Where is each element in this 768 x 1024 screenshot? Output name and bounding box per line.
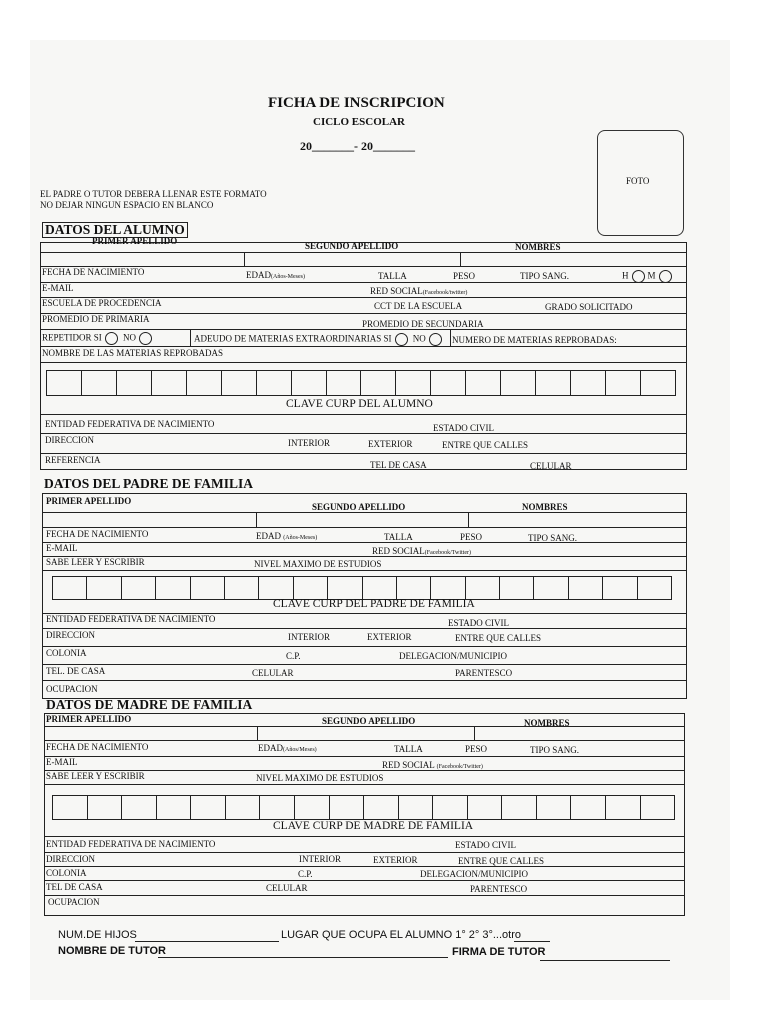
padre-entre-calles: ENTRE QUE CALLES	[455, 633, 541, 643]
madre-nivel-estudios: NIVEL MAXIMO DE ESTUDIOS	[256, 773, 384, 783]
alumno-promedio-primaria: PROMEDIO DE PRIMARIA	[42, 314, 150, 324]
adeudo-no-label: NO	[412, 333, 426, 344]
madre-delegacion: DELEGACION/MUNICIPIO	[420, 869, 528, 879]
alumno-red-social: RED SOCIAL	[370, 286, 423, 296]
padre-red-social-note: (Facebook/Twitter)	[424, 550, 471, 556]
madre-curp-boxes[interactable]	[52, 795, 675, 820]
alumno-sex-h: H	[622, 270, 629, 281]
padre-parentesco: PARENTESCO	[455, 668, 513, 678]
padre-nombres: NOMBRES	[522, 502, 568, 512]
padre-primer-apellido: PRIMER APELLIDO	[46, 496, 132, 506]
padre-talla: TALLA	[384, 532, 413, 542]
madre-interior: INTERIOR	[299, 854, 341, 864]
madre-red-social-note: (Facebook/Twitter)	[436, 764, 483, 770]
alumno-curp-boxes[interactable]	[46, 370, 676, 396]
madre-direccion: DIRECCION	[46, 854, 95, 864]
madre-primer-apellido: PRIMER APELLIDO	[46, 714, 132, 724]
alumno-primer-apellido: PRIMER APELLIDO	[92, 236, 178, 246]
padre-fecha-nacimiento: FECHA DE NACIMIENTO	[46, 529, 149, 539]
padre-interior: INTERIOR	[288, 632, 330, 642]
alumno-nombres-input[interactable]	[461, 252, 687, 266]
alumno-peso: PESO	[453, 271, 476, 281]
madre-tel-casa: TEL DE CASA	[46, 882, 103, 892]
alumno-estado-civil: ESTADO CIVIL	[433, 423, 495, 433]
instructions-line-1: EL PADRE O TUTOR DEBERA LLENAR ESTE FORMATO	[40, 189, 267, 199]
alumno-cct: CCT DE LA ESCUELA	[374, 301, 463, 311]
repetidor-si-label: SI	[93, 332, 102, 343]
padre-sabe-leer: SABE LEER Y ESCRIBIR	[46, 557, 145, 567]
madre-cp: C.P.	[298, 869, 313, 879]
adeudo-no-radio[interactable]	[429, 333, 442, 346]
alumno-segundo-apellido-input[interactable]	[245, 252, 460, 266]
alumno-exterior: EXTERIOR	[368, 439, 413, 449]
padre-nombres-input[interactable]	[469, 512, 687, 527]
padre-email: E-MAIL	[46, 543, 78, 553]
madre-segundo-apellido: SEGUNDO APELLIDO	[322, 716, 416, 726]
firma-tutor-input[interactable]	[540, 960, 670, 961]
form-title: FICHA DE INSCRIPCION	[268, 95, 445, 111]
padre-peso: PESO	[460, 532, 483, 542]
alumno-curp-label: CLAVE CURP DEL ALUMNO	[286, 398, 433, 410]
padre-edad: EDAD	[256, 531, 281, 541]
padre-cp: C.P.	[286, 651, 301, 661]
alumno-interior: INTERIOR	[288, 438, 330, 448]
madre-segundo-apellido-input[interactable]	[258, 726, 474, 740]
alumno-nombres: NOMBRES	[515, 242, 561, 252]
padre-curp-label: CLAVE CURP DEL PADRE DE FAMILIA	[273, 598, 475, 610]
alumno-repetidor: REPETIDOR	[42, 332, 92, 343]
section-title-alumno: DATOS DEL ALUMNO	[42, 222, 188, 238]
padre-tipo-sang: TIPO SANG.	[528, 533, 578, 543]
alumno-tel-casa: TEL DE CASA	[370, 460, 427, 470]
photo-label: FOTO	[626, 176, 650, 186]
alumno-fecha-nacimiento: FECHA DE NACIMIENTO	[42, 267, 145, 277]
alumno-direccion: DIRECCION	[45, 435, 94, 445]
padre-red-social: RED SOCIAL	[372, 546, 425, 556]
madre-curp-label: CLAVE CURP DE MADRE DE FAMILIA	[273, 820, 474, 832]
alumno-primer-apellido-input[interactable]	[40, 252, 244, 266]
padre-colonia: COLONIA	[46, 648, 87, 658]
nombre-tutor-input[interactable]	[158, 957, 448, 958]
madre-exterior: EXTERIOR	[373, 855, 418, 865]
lugar-alumno-input[interactable]	[514, 941, 550, 942]
padre-nivel-estudios: NIVEL MAXIMO DE ESTUDIOS	[254, 559, 382, 569]
madre-red-social: RED SOCIAL	[382, 760, 435, 770]
alumno-numero-reprobadas: NUMERO DE MATERIAS REPROBADAS:	[452, 335, 617, 345]
alumno-adeudo: ADEUDO DE MATERIAS EXTRAORDINARIAS	[194, 333, 382, 344]
alumno-nombre-reprobadas: NOMBRE DE LAS MATERIAS REPROBADAS	[42, 348, 224, 358]
madre-fecha-nacimiento: FECHA DE NACIMIENTO	[46, 742, 149, 752]
form-subtitle: CICLO ESCOLAR	[313, 116, 405, 128]
padre-curp-boxes[interactable]	[52, 576, 672, 600]
madre-edad: EDAD	[258, 743, 283, 753]
instructions-line-2: NO DEJAR NINGUN ESPACIO EN BLANCO	[40, 200, 214, 210]
padre-primer-apellido-input[interactable]	[42, 512, 256, 527]
num-hijos-input[interactable]	[135, 941, 279, 942]
repetidor-no-radio[interactable]	[139, 332, 152, 345]
alumno-email: E-MAIL	[42, 283, 74, 293]
madre-primer-apellido-input[interactable]	[44, 726, 257, 740]
madre-parentesco: PARENTESCO	[470, 884, 528, 894]
padre-estado-civil: ESTADO CIVIL	[448, 618, 510, 628]
alumno-entre-calles: ENTRE QUE CALLES	[442, 440, 528, 450]
padre-delegacion: DELEGACION/MUNICIPIO	[399, 651, 507, 661]
alumno-talla: TALLA	[378, 271, 407, 281]
alumno-red-social-note: (Facebook/twitter)	[422, 290, 468, 296]
alumno-edad: EDAD	[246, 270, 271, 280]
madre-nombres: NOMBRES	[524, 718, 570, 728]
padre-exterior: EXTERIOR	[367, 632, 412, 642]
alumno-segundo-apellido: SEGUNDO APELLIDO	[305, 241, 399, 251]
padre-celular: CELULAR	[252, 668, 294, 678]
madre-tipo-sang: TIPO SANG.	[530, 745, 580, 755]
madre-estado-civil: ESTADO CIVIL	[455, 840, 517, 850]
padre-edad-note: (Años-Meses)	[283, 535, 318, 541]
padre-tel-casa: TEL. DE CASA	[46, 666, 106, 676]
lugar-alumno-label: LUGAR QUE OCUPA EL ALUMNO 1° 2° 3°...otro	[281, 929, 521, 941]
adeudo-si-label: SI	[383, 333, 392, 344]
num-hijos-label: NUM.DE HIJOS	[58, 929, 137, 941]
alumno-promedio-secundaria: PROMEDIO DE SECUNDARIA	[362, 319, 484, 329]
section-title-padre: DATOS DEL PADRE DE FAMILIA	[44, 476, 254, 491]
padre-ocupacion: OCUPACION	[46, 684, 98, 694]
padre-direccion: DIRECCION	[46, 630, 95, 640]
section-title-madre: DATOS DE MADRE DE FAMILIA	[46, 697, 253, 712]
alumno-escuela: ESCUELA DE PROCEDENCIA	[42, 298, 162, 308]
alumno-sex-m: M	[647, 270, 656, 281]
adeudo-si-radio[interactable]	[395, 333, 408, 346]
madre-nombres-input[interactable]	[475, 726, 685, 740]
madre-celular: CELULAR	[266, 883, 308, 893]
madre-entre-calles: ENTRE QUE CALLES	[458, 856, 544, 866]
alumno-referencia: REFERENCIA	[45, 455, 101, 465]
repetidor-si-radio[interactable]	[105, 332, 118, 345]
alumno-tipo-sang: TIPO SANG.	[520, 271, 570, 281]
alumno-entidad: ENTIDAD FEDERATIVA DE NACIMIENTO	[45, 419, 215, 429]
madre-email: E-MAIL	[46, 757, 78, 767]
padre-segundo-apellido: SEGUNDO APELLIDO	[312, 502, 406, 512]
alumno-edad-note: (Años-Meses)	[271, 274, 305, 280]
madre-entidad: ENTIDAD FEDERATIVA DE NACIMIENTO	[46, 839, 216, 849]
padre-segundo-apellido-input[interactable]	[257, 512, 468, 527]
alumno-celular: CELULAR	[530, 461, 572, 471]
madre-peso: PESO	[465, 744, 488, 754]
cycle-year-field[interactable]: 20_______- 20_______	[300, 139, 415, 153]
madre-edad-note: (Años/Meses)	[283, 747, 317, 753]
padre-entidad: ENTIDAD FEDERATIVA DE NACIMIENTO	[46, 614, 216, 624]
nombre-tutor-label: NOMBRE DE TUTOR	[58, 945, 166, 957]
madre-ocupacion: OCUPACION	[48, 897, 100, 907]
madre-colonia: COLONIA	[46, 868, 87, 878]
firma-tutor-label: FIRMA DE TUTOR	[452, 946, 546, 958]
madre-sabe-leer: SABE LEER Y ESCRIBIR	[46, 771, 145, 781]
alumno-grado: GRADO SOLICITADO	[545, 302, 633, 312]
madre-talla: TALLA	[394, 744, 423, 754]
repetidor-no-label: NO	[123, 332, 137, 343]
